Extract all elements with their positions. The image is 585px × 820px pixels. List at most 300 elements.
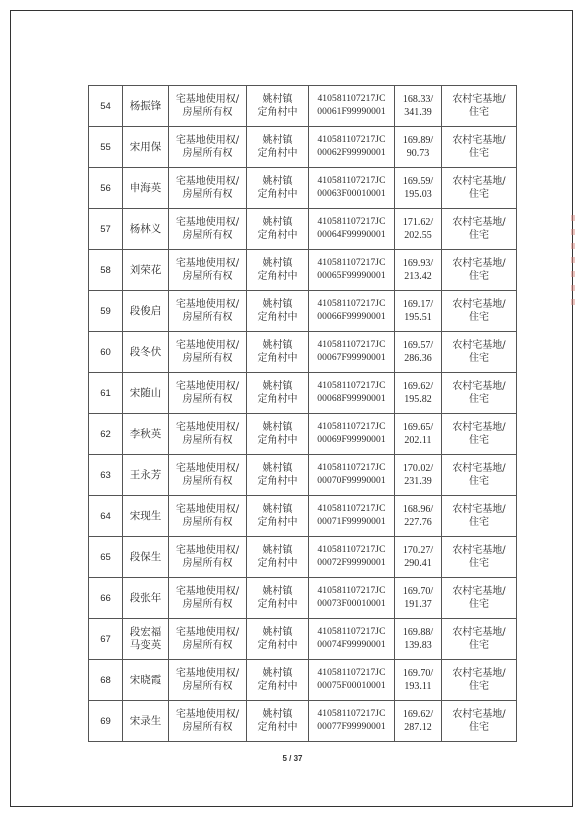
cell-right-type-line: 宅基地使用权/ xyxy=(175,381,240,392)
cell-location xyxy=(247,619,309,660)
cell-location-line: 姚村镇 xyxy=(262,627,293,638)
cell-area-line: 169.17/ xyxy=(402,299,434,310)
cell-area xyxy=(395,578,442,619)
cell-unit-code-line: 00071F99990001 xyxy=(317,517,386,527)
cell-number: 57 xyxy=(89,209,123,250)
cell-owner-name-line: 杨林义 xyxy=(129,222,162,235)
cell-location-line: 姚村镇 xyxy=(262,504,293,515)
cell-number: 66 xyxy=(89,578,123,619)
cell-unit-code xyxy=(309,168,395,209)
cell-right-type-line: 宅基地使用权/ xyxy=(175,545,240,556)
cell-number: 67 xyxy=(89,619,123,660)
cell-unit-code xyxy=(309,209,395,250)
cell-area xyxy=(395,127,442,168)
cell-location-line: 定角村中 xyxy=(257,435,298,446)
cell-land-use-line: 农村宅基地/ xyxy=(452,94,506,105)
cell-land-use-line: 农村宅基地/ xyxy=(452,176,506,187)
cell-right-type-line: 宅基地使用权/ xyxy=(175,709,240,720)
cell-area xyxy=(395,291,442,332)
cell-owner-name xyxy=(123,619,169,660)
cell-land-use xyxy=(442,660,517,701)
cell-owner-name-line: 申海英 xyxy=(129,181,162,194)
cell-land-use xyxy=(442,537,517,578)
cell-land-use-line: 住宅 xyxy=(469,394,489,405)
cell-land-use xyxy=(442,455,517,496)
cell-land-use-line: 农村宅基地/ xyxy=(452,217,506,228)
cell-number: 60 xyxy=(89,332,123,373)
cell-land-use xyxy=(442,373,517,414)
cell-area-line: 195.51 xyxy=(404,312,432,323)
cell-right-type-line: 房屋所有权 xyxy=(182,148,233,159)
cell-location-line: 定角村中 xyxy=(257,640,298,651)
cell-unit-code-line: 00065F99990001 xyxy=(317,271,386,281)
cell-location-line: 定角村中 xyxy=(257,599,298,610)
cell-land-use-line: 住宅 xyxy=(469,476,489,487)
cell-land-use-line: 农村宅基地/ xyxy=(452,340,506,351)
cell-unit-code-line: 00074F99990001 xyxy=(317,640,386,650)
cell-area-line: 195.03 xyxy=(404,189,432,200)
cell-owner-name-line: 段张年 xyxy=(129,591,162,604)
cell-owner-name-line: 杨振锋 xyxy=(129,99,162,112)
cell-location xyxy=(247,332,309,373)
cell-unit-code-line: 00063F00010001 xyxy=(317,189,386,199)
cell-area-line: 290.41 xyxy=(404,558,432,569)
table-row xyxy=(89,414,517,455)
cell-land-use-line: 住宅 xyxy=(469,107,489,118)
cell-owner-name xyxy=(123,660,169,701)
cell-location-line: 姚村镇 xyxy=(262,463,293,474)
cell-location-line: 姚村镇 xyxy=(262,545,293,556)
cell-land-use-line: 农村宅基地/ xyxy=(452,627,506,638)
cell-owner-name-line: 宋随山 xyxy=(129,386,162,399)
cell-area-line: 169.89/ xyxy=(402,135,434,146)
cell-location-line: 定角村中 xyxy=(257,558,298,569)
cell-owner-name-line: 马变英 xyxy=(129,639,162,651)
cell-area-line: 139.83 xyxy=(404,640,432,651)
cell-unit-code-line: 00068F99990001 xyxy=(317,394,386,404)
cell-owner-name xyxy=(123,168,169,209)
cell-unit-code-line: 00072F99990001 xyxy=(317,558,386,568)
cell-owner-name-line: 段保生 xyxy=(129,550,162,563)
cell-location-line: 姚村镇 xyxy=(262,176,293,187)
cell-right-type-line: 房屋所有权 xyxy=(182,394,233,405)
cell-unit-code xyxy=(309,537,395,578)
cell-land-use-line: 住宅 xyxy=(469,681,489,692)
cell-land-use-line: 农村宅基地/ xyxy=(452,299,506,310)
cell-location-line: 姚村镇 xyxy=(262,217,293,228)
cell-owner-name-line: 李秋英 xyxy=(129,427,162,440)
cell-owner-name xyxy=(123,537,169,578)
cell-right-type-line: 宅基地使用权/ xyxy=(175,668,240,679)
cell-location-line: 定角村中 xyxy=(257,517,298,528)
cell-owner-name xyxy=(123,209,169,250)
cell-unit-code xyxy=(309,86,395,127)
cell-unit-code-line: 00067F99990001 xyxy=(317,353,386,363)
cell-location-line: 定角村中 xyxy=(257,189,298,200)
cell-owner-name-line: 王永芳 xyxy=(129,468,162,481)
cell-owner-name xyxy=(123,291,169,332)
cell-land-use-line: 住宅 xyxy=(469,148,489,159)
cell-land-use-line: 农村宅基地/ xyxy=(452,586,506,597)
cell-unit-code-line: 410581107217JC xyxy=(317,299,386,309)
cell-number: 65 xyxy=(89,537,123,578)
cell-owner-name-line: 宋现生 xyxy=(129,509,162,522)
table-row xyxy=(89,455,517,496)
cell-land-use xyxy=(442,127,517,168)
cell-unit-code xyxy=(309,373,395,414)
cell-land-use xyxy=(442,619,517,660)
cell-location-line: 定角村中 xyxy=(257,312,298,323)
cell-location-line: 姚村镇 xyxy=(262,668,293,679)
cell-unit-code-line: 00077F99990001 xyxy=(317,722,386,732)
cell-location-line: 姚村镇 xyxy=(262,135,293,146)
cell-land-use xyxy=(442,414,517,455)
cell-owner-name xyxy=(123,127,169,168)
cell-area-line: 341.39 xyxy=(404,107,432,118)
cell-location-line: 定角村中 xyxy=(257,148,298,159)
cell-area xyxy=(395,373,442,414)
cell-right-type-line: 宅基地使用权/ xyxy=(175,504,240,515)
cell-land-use-line: 住宅 xyxy=(469,189,489,200)
table-row xyxy=(89,209,517,250)
cell-right-type-line: 房屋所有权 xyxy=(182,271,233,282)
cell-owner-name xyxy=(123,373,169,414)
cell-area-line: 169.65/ xyxy=(402,422,434,433)
cell-area xyxy=(395,414,442,455)
cell-owner-name-line: 段俊启 xyxy=(129,304,162,317)
cell-unit-code-line: 410581107217JC xyxy=(317,340,386,350)
cell-location-line: 定角村中 xyxy=(257,681,298,692)
cell-land-use xyxy=(442,578,517,619)
cell-area xyxy=(395,619,442,660)
cell-right-type xyxy=(169,701,247,742)
cell-right-type xyxy=(169,660,247,701)
cell-right-type xyxy=(169,414,247,455)
cell-location xyxy=(247,250,309,291)
table-row xyxy=(89,168,517,209)
cell-location xyxy=(247,127,309,168)
cell-right-type-line: 房屋所有权 xyxy=(182,312,233,323)
cell-land-use xyxy=(442,168,517,209)
cell-right-type-line: 房屋所有权 xyxy=(182,681,233,692)
cell-area xyxy=(395,496,442,537)
cell-number: 68 xyxy=(89,660,123,701)
cell-area-line: 169.70/ xyxy=(402,586,434,597)
cell-area xyxy=(395,209,442,250)
table-row xyxy=(89,537,517,578)
table-row xyxy=(89,291,517,332)
cell-number: 62 xyxy=(89,414,123,455)
cell-unit-code-line: 410581107217JC xyxy=(317,504,386,514)
cell-location-line: 定角村中 xyxy=(257,394,298,405)
cell-area-line: 169.70/ xyxy=(402,668,434,679)
registry-table xyxy=(88,85,517,742)
cell-right-type xyxy=(169,291,247,332)
cell-location-line: 姚村镇 xyxy=(262,340,293,351)
cell-unit-code-line: 00064F99990001 xyxy=(317,230,386,240)
cell-area xyxy=(395,332,442,373)
cell-area-line: 202.11 xyxy=(404,435,432,446)
cell-land-use-line: 农村宅基地/ xyxy=(452,381,506,392)
cell-right-type-line: 房屋所有权 xyxy=(182,435,233,446)
cell-land-use xyxy=(442,496,517,537)
cell-owner-name-line: 宋录生 xyxy=(129,714,162,727)
cell-area-line: 168.96/ xyxy=(402,504,434,515)
cell-location xyxy=(247,291,309,332)
cell-area-line: 191.37 xyxy=(404,599,432,610)
cell-area-line: 287.12 xyxy=(404,722,432,733)
cell-owner-name xyxy=(123,578,169,619)
cell-owner-name-line: 刘荣花 xyxy=(129,263,162,276)
cell-area-line: 195.82 xyxy=(404,394,432,405)
cell-unit-code xyxy=(309,619,395,660)
cell-land-use-line: 住宅 xyxy=(469,271,489,282)
table-body xyxy=(89,86,517,742)
cell-right-type xyxy=(169,127,247,168)
cell-right-type-line: 宅基地使用权/ xyxy=(175,463,240,474)
cell-right-type-line: 宅基地使用权/ xyxy=(175,299,240,310)
cell-location xyxy=(247,168,309,209)
cell-right-type xyxy=(169,455,247,496)
cell-unit-code-line: 410581107217JC xyxy=(317,545,386,555)
cell-right-type xyxy=(169,209,247,250)
cell-area-line: 202.55 xyxy=(404,230,432,241)
cell-unit-code xyxy=(309,578,395,619)
cell-location-line: 姚村镇 xyxy=(262,586,293,597)
cell-unit-code-line: 00070F99990001 xyxy=(317,476,386,486)
cell-location xyxy=(247,701,309,742)
cell-unit-code-line: 00066F99990001 xyxy=(317,312,386,322)
cell-area-line: 286.36 xyxy=(404,353,432,364)
cell-location-line: 姚村镇 xyxy=(262,422,293,433)
cell-land-use-line: 住宅 xyxy=(469,558,489,569)
cell-land-use xyxy=(442,291,517,332)
cell-land-use-line: 农村宅基地/ xyxy=(452,135,506,146)
cell-right-type xyxy=(169,86,247,127)
cell-owner-name xyxy=(123,250,169,291)
table-row xyxy=(89,619,517,660)
cell-land-use xyxy=(442,332,517,373)
cell-right-type-line: 房屋所有权 xyxy=(182,558,233,569)
cell-land-use-line: 农村宅基地/ xyxy=(452,463,506,474)
cell-location-line: 定角村中 xyxy=(257,230,298,241)
cell-area-line: 170.27/ xyxy=(402,545,434,556)
cell-right-type xyxy=(169,332,247,373)
page-number: 5 / 37 xyxy=(282,754,303,763)
cell-area xyxy=(395,455,442,496)
cell-unit-code-line: 00069F99990001 xyxy=(317,435,386,445)
cell-location-line: 姚村镇 xyxy=(262,381,293,392)
cell-location-line: 姚村镇 xyxy=(262,258,293,269)
cell-area-line: 169.88/ xyxy=(402,627,434,638)
table-row xyxy=(89,701,517,742)
cell-land-use-line: 农村宅基地/ xyxy=(452,545,506,556)
cell-unit-code-line: 410581107217JC xyxy=(317,627,386,637)
cell-unit-code-line: 410581107217JC xyxy=(317,463,386,473)
cell-unit-code xyxy=(309,496,395,537)
cell-owner-name xyxy=(123,414,169,455)
cell-unit-code-line: 410581107217JC xyxy=(317,422,386,432)
registry-table-container xyxy=(88,85,516,742)
cell-right-type-line: 房屋所有权 xyxy=(182,722,233,733)
cell-owner-name-line: 段冬伏 xyxy=(129,345,162,358)
cell-right-type xyxy=(169,619,247,660)
cell-right-type-line: 房屋所有权 xyxy=(182,517,233,528)
cell-location xyxy=(247,209,309,250)
cell-right-type-line: 房屋所有权 xyxy=(182,476,233,487)
cell-owner-name-line: 宋用保 xyxy=(129,140,162,153)
cell-number: 61 xyxy=(89,373,123,414)
cell-land-use-line: 农村宅基地/ xyxy=(452,258,506,269)
table-row xyxy=(89,332,517,373)
cell-number: 69 xyxy=(89,701,123,742)
cell-land-use-line: 住宅 xyxy=(469,312,489,323)
cell-area-line: 169.59/ xyxy=(402,176,434,187)
cell-unit-code-line: 410581107217JC xyxy=(317,381,386,391)
table-row xyxy=(89,496,517,537)
cell-right-type-line: 房屋所有权 xyxy=(182,230,233,241)
cell-unit-code xyxy=(309,660,395,701)
cell-right-type-line: 宅基地使用权/ xyxy=(175,627,240,638)
cell-area-line: 213.42 xyxy=(404,271,432,282)
cell-right-type-line: 房屋所有权 xyxy=(182,189,233,200)
cell-unit-code xyxy=(309,291,395,332)
cell-area-line: 227.76 xyxy=(404,517,432,528)
cell-number: 55 xyxy=(89,127,123,168)
cell-unit-code-line: 00073F00010001 xyxy=(317,599,386,609)
cell-right-type-line: 宅基地使用权/ xyxy=(175,586,240,597)
cell-unit-code-line: 410581107217JC xyxy=(317,135,386,145)
cell-unit-code-line: 410581107217JC xyxy=(317,709,386,719)
cell-unit-code xyxy=(309,455,395,496)
cell-owner-name xyxy=(123,332,169,373)
cell-unit-code-line: 00061F99990001 xyxy=(317,107,386,117)
seal-stamp-edge xyxy=(571,215,575,305)
cell-right-type-line: 宅基地使用权/ xyxy=(175,135,240,146)
cell-owner-name-line: 宋晓霞 xyxy=(129,673,162,686)
table-row xyxy=(89,660,517,701)
cell-location-line: 定角村中 xyxy=(257,271,298,282)
cell-right-type-line: 宅基地使用权/ xyxy=(175,258,240,269)
cell-land-use-line: 住宅 xyxy=(469,517,489,528)
cell-right-type xyxy=(169,373,247,414)
cell-location xyxy=(247,373,309,414)
cell-area-line: 168.33/ xyxy=(402,94,434,105)
cell-right-type xyxy=(169,496,247,537)
cell-location-line: 定角村中 xyxy=(257,722,298,733)
cell-area-line: 169.62/ xyxy=(402,709,434,720)
cell-number: 64 xyxy=(89,496,123,537)
cell-land-use xyxy=(442,209,517,250)
cell-land-use-line: 农村宅基地/ xyxy=(452,668,506,679)
table-row xyxy=(89,127,517,168)
cell-owner-name xyxy=(123,701,169,742)
cell-right-type xyxy=(169,578,247,619)
cell-land-use-line: 住宅 xyxy=(469,722,489,733)
table-row xyxy=(89,373,517,414)
cell-unit-code-line: 410581107217JC xyxy=(317,668,386,678)
cell-unit-code-line: 00075F00010001 xyxy=(317,681,386,691)
cell-location xyxy=(247,578,309,619)
cell-area-line: 169.57/ xyxy=(402,340,434,351)
cell-right-type xyxy=(169,250,247,291)
cell-number: 54 xyxy=(89,86,123,127)
cell-land-use-line: 住宅 xyxy=(469,435,489,446)
cell-right-type xyxy=(169,537,247,578)
cell-unit-code-line: 410581107217JC xyxy=(317,586,386,596)
cell-owner-name xyxy=(123,455,169,496)
cell-unit-code-line: 410581107217JC xyxy=(317,94,386,104)
cell-right-type-line: 房屋所有权 xyxy=(182,107,233,118)
cell-location xyxy=(247,455,309,496)
cell-area xyxy=(395,168,442,209)
cell-location-line: 姚村镇 xyxy=(262,94,293,105)
cell-unit-code xyxy=(309,250,395,291)
table-row xyxy=(89,250,517,291)
cell-unit-code-line: 00062F99990001 xyxy=(317,148,386,158)
cell-area-line: 170.02/ xyxy=(402,463,434,474)
cell-land-use xyxy=(442,250,517,291)
cell-unit-code-line: 410581107217JC xyxy=(317,258,386,268)
cell-unit-code xyxy=(309,127,395,168)
cell-land-use-line: 住宅 xyxy=(469,353,489,364)
cell-right-type-line: 房屋所有权 xyxy=(182,353,233,364)
cell-location xyxy=(247,86,309,127)
cell-right-type-line: 宅基地使用权/ xyxy=(175,176,240,187)
cell-land-use xyxy=(442,86,517,127)
cell-area xyxy=(395,537,442,578)
cell-owner-name xyxy=(123,86,169,127)
cell-number: 63 xyxy=(89,455,123,496)
cell-location-line: 定角村中 xyxy=(257,353,298,364)
cell-right-type-line: 宅基地使用权/ xyxy=(175,217,240,228)
cell-owner-name xyxy=(123,496,169,537)
cell-location xyxy=(247,414,309,455)
cell-area-line: 169.93/ xyxy=(402,258,434,269)
cell-unit-code xyxy=(309,414,395,455)
cell-number: 56 xyxy=(89,168,123,209)
cell-location xyxy=(247,496,309,537)
cell-area-line: 231.39 xyxy=(404,476,432,487)
cell-land-use xyxy=(442,701,517,742)
cell-right-type xyxy=(169,168,247,209)
cell-location xyxy=(247,660,309,701)
cell-land-use-line: 住宅 xyxy=(469,640,489,651)
cell-right-type-line: 房屋所有权 xyxy=(182,640,233,651)
cell-area xyxy=(395,701,442,742)
cell-area-line: 171.62/ xyxy=(402,217,434,228)
cell-unit-code-line: 410581107217JC xyxy=(317,176,386,186)
cell-number: 58 xyxy=(89,250,123,291)
cell-unit-code-line: 410581107217JC xyxy=(317,217,386,227)
cell-unit-code xyxy=(309,701,395,742)
cell-land-use-line: 住宅 xyxy=(469,230,489,241)
table-row xyxy=(89,578,517,619)
cell-right-type-line: 宅基地使用权/ xyxy=(175,340,240,351)
cell-area-line: 193.11 xyxy=(404,681,432,692)
cell-right-type-line: 宅基地使用权/ xyxy=(175,422,240,433)
cell-area-line: 90.73 xyxy=(406,148,430,159)
cell-area xyxy=(395,250,442,291)
cell-location xyxy=(247,537,309,578)
cell-location-line: 姚村镇 xyxy=(262,299,293,310)
cell-location-line: 姚村镇 xyxy=(262,709,293,720)
cell-area xyxy=(395,86,442,127)
cell-land-use-line: 农村宅基地/ xyxy=(452,504,506,515)
cell-area-line: 169.62/ xyxy=(402,381,434,392)
cell-location-line: 定角村中 xyxy=(257,476,298,487)
cell-number: 59 xyxy=(89,291,123,332)
